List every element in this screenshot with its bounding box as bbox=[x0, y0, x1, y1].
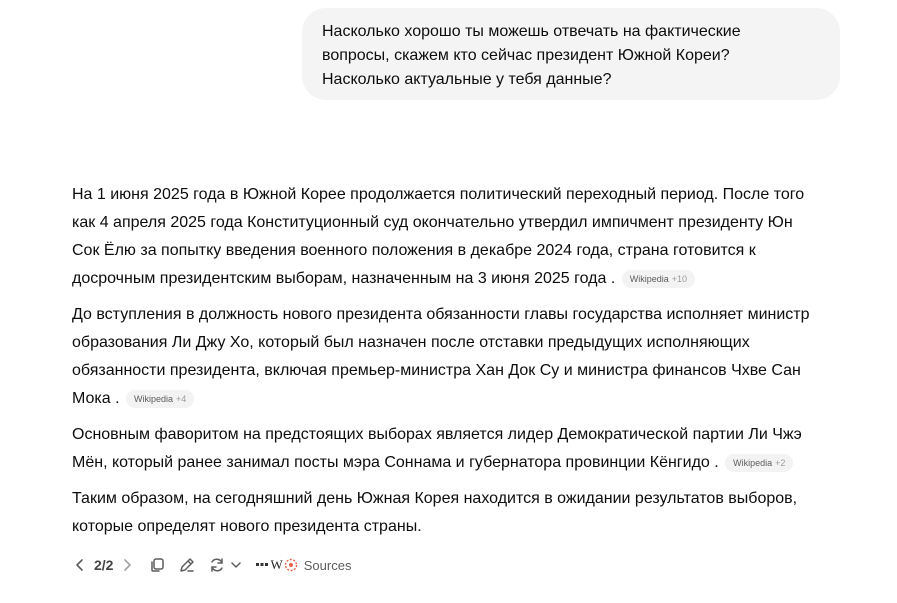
answer-line: которые определят нового президента страны. bbox=[72, 518, 422, 535]
citation-count: +4 bbox=[176, 394, 187, 404]
copy-icon bbox=[148, 556, 166, 574]
response-pager: 2/2 bbox=[94, 557, 114, 573]
answer-paragraph bbox=[72, 301, 842, 413]
answer-line bbox=[72, 385, 842, 413]
citation-count: +10 bbox=[671, 274, 688, 284]
answer-line: Основным фаворитом на предстоящих выборах является лидер Демократической партии Ли Чжэ bbox=[72, 426, 802, 443]
regenerate-button[interactable] bbox=[205, 553, 229, 577]
previous-response-button[interactable] bbox=[68, 553, 92, 577]
citation-source: Wikipedia bbox=[134, 394, 174, 404]
edit-icon bbox=[178, 556, 196, 574]
regenerate-options-button[interactable] bbox=[229, 553, 243, 577]
answer-line-text: Мока . bbox=[72, 390, 120, 407]
citation-chip[interactable] bbox=[126, 390, 194, 408]
answer-paragraph bbox=[72, 485, 842, 541]
answer-line: До вступления в должность нового президента обязанности главы государства исполняет министр bbox=[72, 306, 810, 323]
citation-source: Wikipedia bbox=[733, 458, 773, 468]
sources-button[interactable] bbox=[255, 557, 351, 573]
user-message-line: Насколько хорошо ты можешь отвечать на фактические bbox=[322, 23, 741, 40]
edit-button[interactable] bbox=[175, 553, 199, 577]
user-message-bubble bbox=[302, 8, 840, 100]
chevron-down-icon bbox=[230, 559, 242, 571]
message-actions-toolbar bbox=[68, 553, 351, 577]
answer-line-text: Мён, который ранее занимал посты мэра Соннама и губернатора провинции Кёнгидо . bbox=[72, 454, 719, 471]
answer-line: Сок Ёлю за попытку введения военного положения в декабре 2024 года, страна готовится к bbox=[72, 242, 756, 259]
answer-line: обязанности президента, включая премьер-министра Хан Док Су и министра финансов Чхве Сан bbox=[72, 362, 801, 379]
answer-paragraph bbox=[72, 181, 842, 293]
citation-count: +2 bbox=[775, 458, 786, 468]
assistant-answer bbox=[72, 181, 842, 549]
citation-source: Wikipedia bbox=[629, 274, 669, 284]
answer-line: Таким образом, на сегодняшний день Южная Корея находится в ожидании результатов выборов, bbox=[72, 490, 798, 507]
user-message-line: вопросы, скажем кто сейчас президент Южной Кореи? bbox=[322, 47, 730, 64]
source-favicon-icon bbox=[284, 558, 298, 572]
wikipedia-icon: W bbox=[270, 557, 283, 572]
answer-line: На 1 июня 2025 года в Южной Корее продолжается политический переходный период. После того bbox=[72, 186, 805, 203]
answer-paragraph bbox=[72, 421, 842, 477]
chevron-right-icon bbox=[119, 557, 135, 573]
citation-chip[interactable] bbox=[622, 270, 695, 288]
chevron-left-icon bbox=[72, 557, 88, 573]
sources-label: Sources bbox=[303, 557, 352, 573]
regenerate-icon bbox=[208, 556, 226, 574]
answer-line bbox=[72, 449, 842, 477]
answer-line: образования Ли Джу Хо, который был назначен после отставки предыдущих исполняющих bbox=[72, 334, 750, 351]
answer-line bbox=[72, 265, 842, 293]
citation-chip[interactable] bbox=[725, 454, 793, 472]
answer-line-text: досрочным президентским выборам, назначенным на 3 июня 2025 года . bbox=[72, 270, 616, 287]
user-message-line: Насколько актуальные у тебя данные? bbox=[322, 71, 612, 88]
next-response-button[interactable] bbox=[115, 553, 139, 577]
answer-line: как 4 апреля 2025 года Конституционный суд окончательно утвердил импичмент президенту Юн bbox=[72, 214, 793, 231]
copy-button[interactable] bbox=[145, 553, 169, 577]
more-icon bbox=[255, 560, 269, 570]
